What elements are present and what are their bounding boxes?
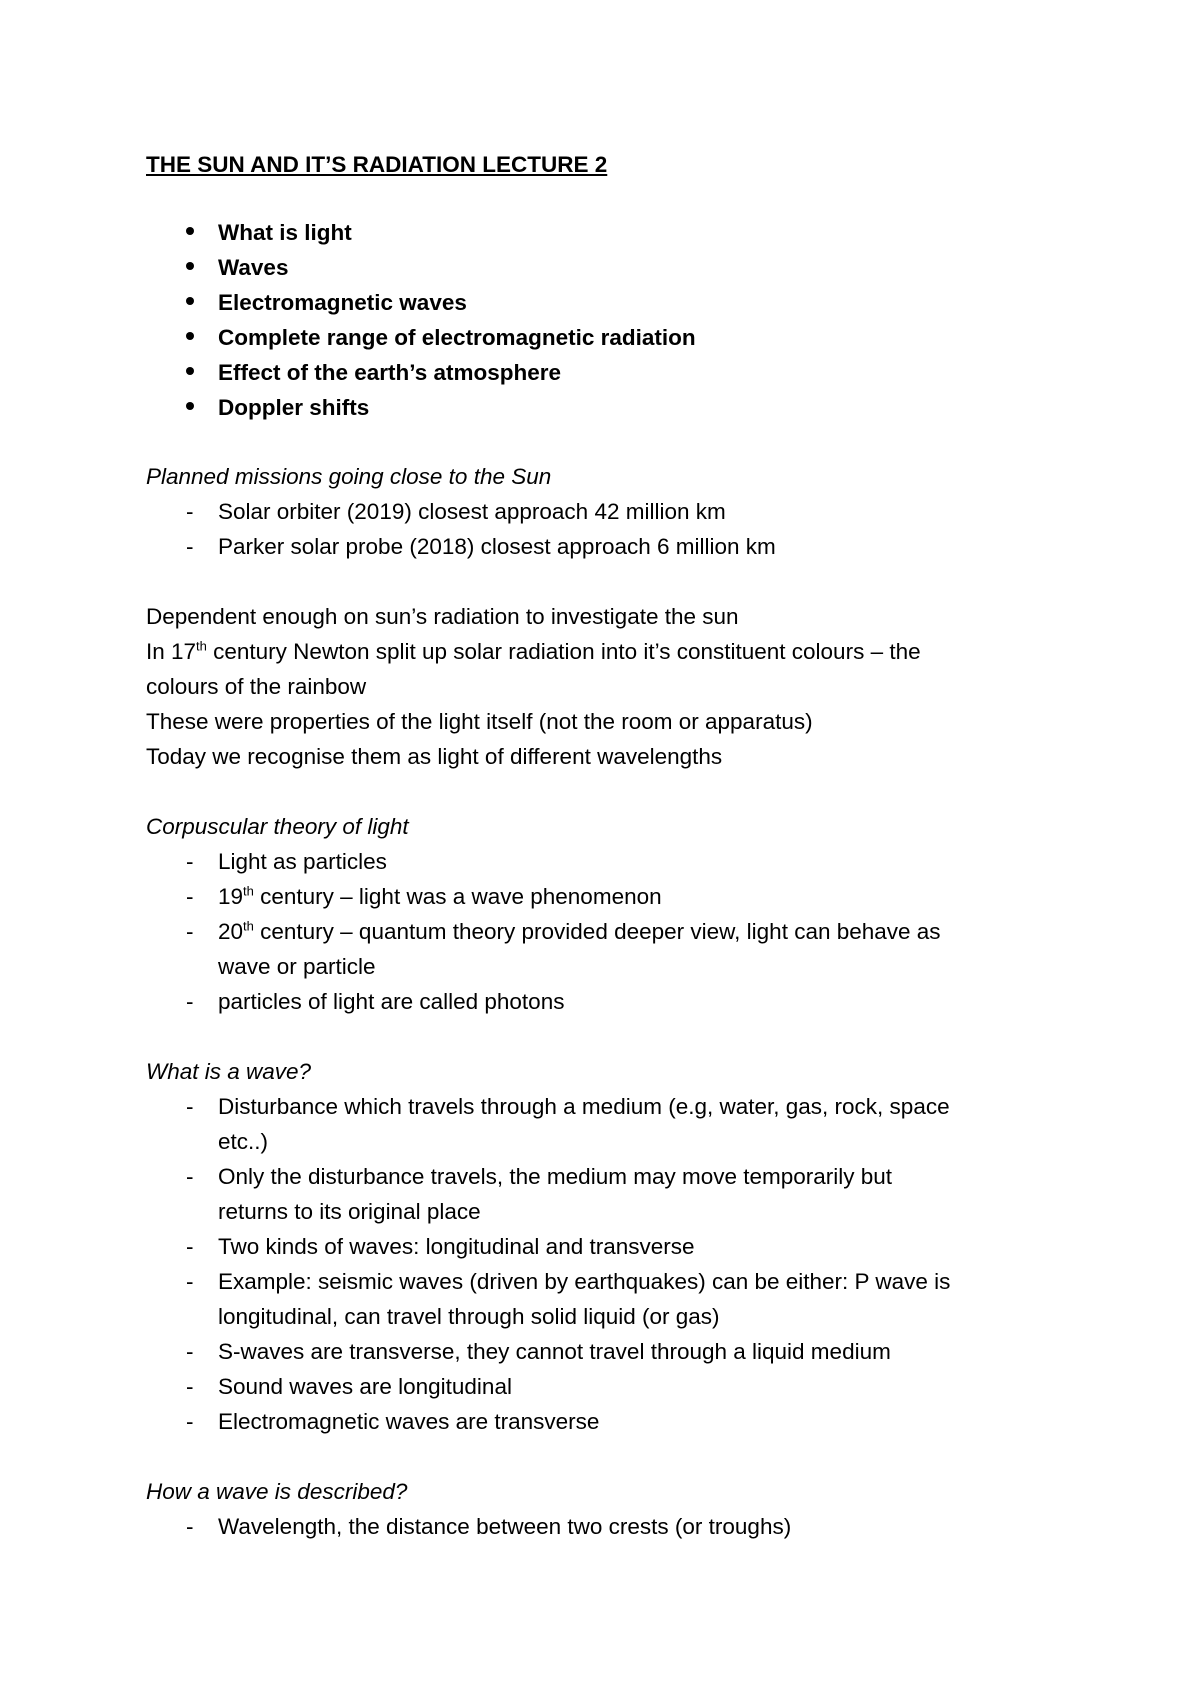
bullet-item: Electromagnetic waves <box>218 290 467 315</box>
list-item: Sound waves are longitudinal <box>218 1374 512 1399</box>
bullet-dot-icon <box>186 297 194 305</box>
paragraph-line: Today we recognise them as light of different wavelengths <box>146 744 723 769</box>
section-heading-missions: Planned missions going close to the Sun <box>146 464 552 489</box>
dash-marker: - <box>186 989 194 1014</box>
dash-marker: - <box>186 884 194 909</box>
list-item: 20th century – quantum theory provided deeper view, light can behave as <box>218 918 941 944</box>
list-item: 19th century – light was a wave phenomenon <box>218 883 662 909</box>
list-item: Only the disturbance travels, the medium may move temporarily but <box>218 1164 893 1189</box>
dash-marker: - <box>186 1339 194 1364</box>
paragraph-line: colours of the rainbow <box>146 674 367 699</box>
bullet-dot-icon <box>186 402 194 410</box>
dash-marker: - <box>186 1094 194 1119</box>
list-item: Light as particles <box>218 849 387 874</box>
list-item-continuation: returns to its original place <box>218 1199 481 1224</box>
section-heading-described: How a wave is described? <box>146 1479 408 1504</box>
list-item: Disturbance which travels through a medium (e.g, water, gas, rock, space <box>218 1094 950 1119</box>
document-title: THE SUN AND IT’S RADIATION LECTURE 2 <box>146 152 608 177</box>
list-item-continuation: wave or particle <box>218 954 376 979</box>
list-item: Parker solar probe (2018) closest approach 6 million km <box>218 534 776 559</box>
paragraph-line: These were properties of the light itself (not the room or apparatus) <box>146 709 813 734</box>
list-item: Two kinds of waves: longitudinal and transverse <box>218 1234 695 1259</box>
dash-marker: - <box>186 849 194 874</box>
dash-marker: - <box>186 1164 194 1189</box>
bullet-item: Doppler shifts <box>218 395 370 420</box>
list-item: Electromagnetic waves are transverse <box>218 1409 600 1434</box>
dash-marker: - <box>186 1514 194 1539</box>
dash-marker: - <box>186 1409 194 1434</box>
list-item: particles of light are called photons <box>218 989 565 1014</box>
list-item: Wavelength, the distance between two crests (or troughs) <box>218 1514 792 1539</box>
bullet-dot-icon <box>186 262 194 270</box>
bullet-item: Waves <box>218 255 289 280</box>
section-heading-wave: What is a wave? <box>146 1059 312 1084</box>
bullet-dot-icon <box>186 332 194 340</box>
list-item: Solar orbiter (2019) closest approach 42 million km <box>218 499 726 524</box>
bullet-item: What is light <box>218 220 352 245</box>
dash-marker: - <box>186 534 194 559</box>
bullet-item: Effect of the earth’s atmosphere <box>218 360 561 385</box>
bullet-dot-icon <box>186 227 194 235</box>
list-item: S-waves are transverse, they cannot travel through a liquid medium <box>218 1339 891 1364</box>
dash-marker: - <box>186 1269 194 1294</box>
dash-marker: - <box>186 1374 194 1399</box>
list-item-continuation: etc..) <box>218 1129 269 1154</box>
list-item-continuation: longitudinal, can travel through solid liquid (or gas) <box>218 1304 720 1329</box>
list-item: Example: seismic waves (driven by earthquakes) can be either: P wave is <box>218 1269 951 1294</box>
bullet-item: Complete range of electromagnetic radiation <box>218 325 696 350</box>
section-heading-corpuscular: Corpuscular theory of light <box>146 814 409 839</box>
paragraph-line: In 17th century Newton split up solar radiation into it’s constituent colours – the <box>146 638 921 664</box>
dash-marker: - <box>186 499 194 524</box>
paragraph-line: Dependent enough on sun’s radiation to investigate the sun <box>146 604 739 629</box>
dash-marker: - <box>186 919 194 944</box>
bullet-dot-icon <box>186 367 194 375</box>
dash-marker: - <box>186 1234 194 1259</box>
